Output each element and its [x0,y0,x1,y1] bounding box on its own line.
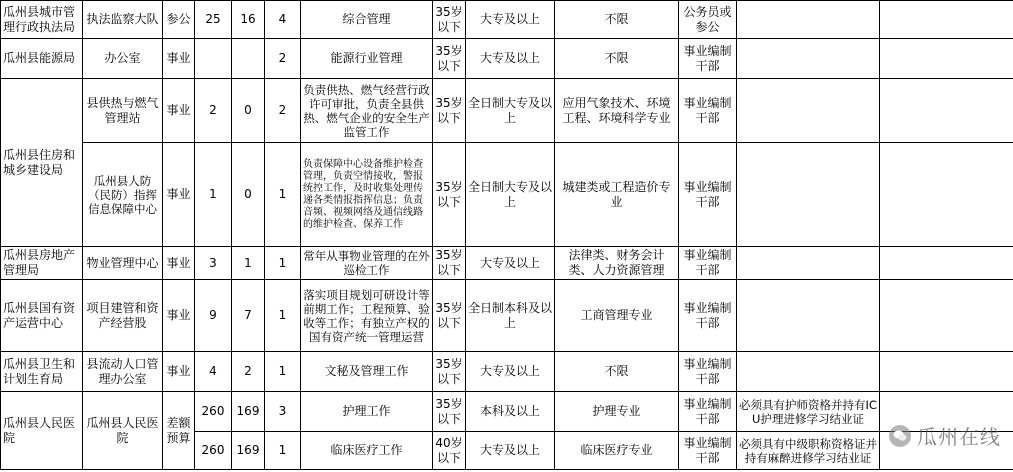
type-cell: 事业 [163,39,195,79]
unit-cell: 执法监察大队 [83,1,163,39]
post-cell: 综合管理 [301,1,433,39]
empty-cell [880,1,1013,39]
age-cell: 35岁以下 [433,247,466,280]
major-cell: 法律类、财务会计类、人力资源管理 [555,247,679,280]
count-b-cell: 169 [232,432,265,470]
count-a-cell: 25 [195,1,232,39]
post-cell: 落实项目规划可研设计等前期工作；工程预算、验收等工作；有独立产权的国有资产统一管理运营 [301,280,433,352]
edu-cell: 本科及以上 [466,392,555,432]
nature-cell: 事业编制干部 [679,352,737,392]
post-cell: 护理工作 [301,392,433,432]
empty-cell [880,392,1013,432]
edu-cell: 大专及以上 [466,1,555,39]
age-cell: 40岁以下 [433,432,466,470]
dept-cell: 瓜州县国有资产运营中心 [1,280,83,352]
count-b-cell: 0 [232,143,265,247]
count-b-cell: 169 [232,392,265,432]
post-cell: 文秘及管理工作 [301,352,433,392]
watermark-text: 瓜州在线 [917,425,1001,449]
table-row [1,352,1013,392]
count-c-cell: 1 [265,143,301,247]
post-cell: 负责保障中心设备维护检查管理，负责空情接收，警报统控工作，及时收集处理传递各类情报指挥信息；负责音频、视频网络及通信线路的维护检查、保养工作 [301,143,433,247]
major-cell: 不限 [555,39,679,79]
major-cell: 应用气象技术、环境工程、环境科学专业 [555,79,679,143]
table-row [1,247,1013,280]
dept-cell: 瓜州县卫生和计划生育局 [1,352,83,392]
empty-cell [880,352,1013,392]
nature-cell: 事业编制干部 [679,143,737,247]
type-cell: 差额预算 [163,392,195,470]
count-c-cell: 2 [265,79,301,143]
table-row [1,39,1013,79]
age-cell: 35岁以下 [433,143,466,247]
edu-cell: 大专及以上 [466,39,555,79]
note-cell [737,352,880,392]
nature-cell: 事业编制干部 [679,247,737,280]
nature-cell: 事业编制干部 [679,39,737,79]
table-row [1,79,1013,143]
age-cell: 35岁以下 [433,1,466,39]
dept-cell: 瓜州县城市管理行政执法局 [1,1,83,39]
major-cell: 不限 [555,352,679,392]
edu-cell: 全日制大专及以上 [466,79,555,143]
note-cell [737,39,880,79]
edu-cell: 大专及以上 [466,352,555,392]
count-c-cell: 1 [265,352,301,392]
edu-cell: 大专及以上 [466,432,555,470]
nature-cell: 事业编制干部 [679,432,737,470]
unit-cell: 办公室 [83,39,163,79]
type-cell: 事业 [163,79,195,143]
empty-cell [880,79,1013,143]
post-cell: 常年从事物业管理的在外巡检工作 [301,247,433,280]
table-row [1,1,1013,39]
type-cell: 事业 [163,247,195,280]
count-b-cell: 0 [232,79,265,143]
count-b-cell: 1 [232,247,265,280]
major-cell: 临床医疗专业 [555,432,679,470]
unit-cell: 瓜州县人防（民防）指挥信息保障中心 [83,143,163,247]
count-b-cell: 7 [232,280,265,352]
dept-cell: 瓜州县住房和城乡建设局 [1,79,83,247]
empty-cell [880,143,1013,247]
empty-cell [880,247,1013,280]
note-cell [737,280,880,352]
age-cell: 35岁以下 [433,79,466,143]
count-a-cell [195,39,232,79]
empty-cell [880,432,1013,470]
count-c-cell: 1 [265,280,301,352]
nature-cell: 事业编制干部 [679,79,737,143]
count-c-cell: 3 [265,392,301,432]
age-cell: 35岁以下 [433,280,466,352]
nature-cell: 事业编制干部 [679,392,737,432]
dept-cell: 瓜州县能源局 [1,39,83,79]
count-a-cell: 260 [195,392,232,432]
age-cell: 35岁以下 [433,392,466,432]
note-cell: 必须具有中级职称资格证并持有麻醉进修学习结业证 [737,432,880,470]
count-a-cell: 1 [195,143,232,247]
note-cell [737,79,880,143]
empty-cell [880,280,1013,352]
note-cell [737,143,880,247]
edu-cell: 大专及以上 [466,247,555,280]
count-a-cell: 4 [195,352,232,392]
count-b-cell: 2 [232,352,265,392]
count-c-cell: 1 [265,432,301,470]
type-cell: 事业 [163,280,195,352]
count-c-cell: 2 [265,39,301,79]
major-cell: 工商管理专业 [555,280,679,352]
age-cell: 35岁以下 [433,352,466,392]
count-a-cell: 2 [195,79,232,143]
type-cell: 参公 [163,1,195,39]
major-cell: 护理专业 [555,392,679,432]
dept-cell: 瓜州县人民医院 [1,392,83,470]
count-a-cell: 3 [195,247,232,280]
count-b-cell: 16 [232,1,265,39]
table-row [1,143,1013,247]
edu-cell: 全日制大专及以上 [466,143,555,247]
unit-cell: 县供热与燃气管理站 [83,79,163,143]
note-cell [737,247,880,280]
count-a-cell: 260 [195,432,232,470]
unit-cell: 瓜州县人民医院 [83,392,163,470]
unit-cell: 物业管理中心 [83,247,163,280]
post-cell: 负责供热、燃气经营行政许可审批，负责全县供热、燃气企业的安全生产监管工作 [301,79,433,143]
age-cell: 35岁以下 [433,39,466,79]
major-cell: 城建类或工程造价专业 [555,143,679,247]
count-b-cell [232,39,265,79]
note-cell [737,1,880,39]
major-cell: 不限 [555,1,679,39]
post-cell: 能源行业管理 [301,39,433,79]
edu-cell: 全日制本科及以上 [466,280,555,352]
unit-cell: 县流动人口管理办公室 [83,352,163,392]
unit-cell: 项目建管和资产经营股 [83,280,163,352]
post-cell: 临床医疗工作 [301,432,433,470]
dept-cell: 瓜州县房地产管理局 [1,247,83,280]
table-row [1,280,1013,352]
table-row [1,392,1013,432]
type-cell: 事业 [163,143,195,247]
nature-cell: 公务员或参公 [679,1,737,39]
count-a-cell: 9 [195,280,232,352]
nature-cell: 事业编制干部 [679,280,737,352]
empty-cell [880,39,1013,79]
count-c-cell: 4 [265,1,301,39]
note-cell: 必须具有护师资格并持有ICU护理进修学习结业证 [737,392,880,432]
type-cell: 事业 [163,352,195,392]
count-c-cell: 1 [265,247,301,280]
